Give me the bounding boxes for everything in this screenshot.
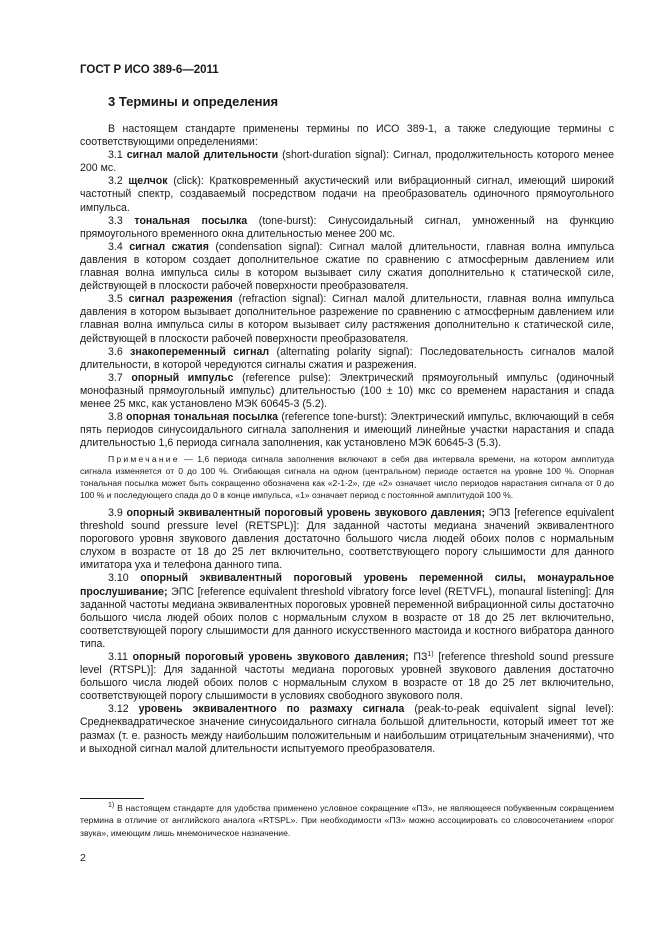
term-name: опорный эквивалентный пороговый уровень переменной силы, монауральное прослушивание; (80, 572, 614, 598)
term-3-9: 3.9 опорный эквивалентный пороговый уровень звукового давления; ЭПЗ [reference equivalent threshold sound pressure level (RETSPL)]: Для заданной частоты медиана значений эквивалентного порогового уровня звукового давления достаточно большого числа людей обоих полов с нормальным слухом в возрасте от 18 до 25 лет включительно, соответствующего порогу слышимости для данного имитатора уха и телефона данного типа. (80, 506, 615, 572)
term-3-10: 3.10 опорный эквивалентный пороговый уровень переменной силы, монауральное прослушивание; ЭПС [reference equivalent threshold vibratory force level (RETVFL), monaural listening]: Для заданной частоты медиана эквивалентных пороговых уровней переменной вибрационной силы достаточно большого числа людей обоих полов с нормальным слухом в возрасте от 18 до 25 лет включительно, соответствующей порогу слышимости для данного искусственного мастоида и костного вибратора данного типа. (80, 572, 614, 650)
term-name: опорный пороговый уровень звукового давления; (132, 651, 409, 663)
term-name: опорный импульс (131, 371, 234, 384)
term-name: опорный эквивалентный пороговый уровень звукового давления; (126, 506, 485, 519)
term-name: сигнал сжатия (129, 240, 209, 253)
term-3-4: 3.4 сигнал сжатия (condensation signal): Сигнал малой длительности, главная волна импульса давления в котором создает дополнительное сжатие по сравнению с атмосферным давлением или главная волна импульса силы в котором вызывает силу сжатия дополнительно к статической силе, действующей в плоскости рабочей поверхности преобразователя. (80, 240, 614, 293)
term-3-12: 3.12 уровень эквивалентного по размаху сигнала (peak-to-peak equivalent signal level): Среднеквадратическое значение синусоидального сигнала большой длительности, который имеет тот же размах (т. е. разность между наибольшим положительным и наибольшим отрицательным значениями), что и выходной сигнал малой длительности испытуемого преобразователя. (80, 703, 614, 755)
term-name: уровень эквивалентного по размаху сигнала (138, 703, 405, 716)
term-name: знакопеременный сигнал (130, 345, 270, 358)
term-3-2: 3.2 щелчок (click): Кратковременный акустический или вибрационный сигнал, имеющий широкий частотный спектр, создаваемый посредством подачи на преобразователь одиночного прямоугольного импульса. (80, 175, 614, 214)
term-3-5: 3.5 сигнал разрежения (refraction signal): Сигнал малой длительности, главная волна импульса давления в котором вызывает дополнительное разрежение по сравнению с атмосферным давлением или главная волна импульса силы в котором вызывает силу растяжения дополнительно к статической силе, действующей в плоскости рабочей поверхности преобразователя. (80, 293, 614, 345)
document-body (80, 123, 614, 756)
footnote-ref: 1) (427, 651, 434, 658)
term-name: сигнал разрежения (128, 293, 233, 306)
term-3-7: 3.7 опорный импульс (reference pulse): Электрический прямоугольный импульс (одиночный монофазный прямоугольный импульс) длительностью (100 ± 10) мкс со временем нарастания и спада менее 25 мкс, как установлено МЭК 60645-3 (5.2). (80, 371, 614, 410)
footnote-separator (80, 798, 144, 799)
term-name: сигнал малой длительности (126, 149, 279, 162)
section-title: 3 Термины и определения (108, 94, 279, 109)
term-3-3: 3.3 тональная посылка (tone-burst): Синусоидальный сигнал, умноженный на функцию прямоугольного временного окна длительностью менее 200 мс. (80, 214, 614, 240)
term-name: опорная тональная посылка (126, 411, 279, 424)
footnote-mark: 1) (108, 802, 115, 809)
term-3-8: 3.8 опорная тональная посылка (reference tone-burst): Электрический импульс, включающий в себя пять периодов синусоидального сигнала заполнения и имеющий линейные участки нарастания и спада длительностью 1,6 периода сигнала заполнения, как установлено МЭК 60645-3 (5.3). (80, 411, 614, 450)
page-number: 2 (80, 852, 86, 864)
term-3-11: 3.11 опорный пороговый уровень звукового давления; ПЗ$^{1)}$ [reference threshold sound pressure level (RTSPL)]: Для заданной частоты медиана пороговых уровней звукового давления достаточно большого числа людей обоих полов с нормальным слухом в возрасте от 18 до 25 лет включительно, соответствующей порогу слышимости в условиях свободного звукового поля. (80, 651, 614, 703)
term-name: тональная посылка (134, 214, 248, 227)
note-paragraph: Примечание — 1,6 периода сигнала заполнения включают в себя два интервала времени, на котором амплитуда сигнала изменяется от 0 до 100 %. Огибающая сигнала на одном (центральном) периоде остается на уровне 100 %. Опорная тональная посылка может быть сокращенно обозначена как «2-1-2», где «2» означает число периодов нарастания сигнала от 0 до 100 % и последующего спада до 0 в конце импульса, «1» означает период с постоянной амплитудой 100 %. (80, 454, 614, 501)
term-name: щелчок (128, 175, 168, 188)
term-3-6: 3.6 знакопеременный сигнал (alternating polarity signal): Последовательность сигналов малой длительности, в которой чередуются сигналы сжатия и разрежения. (80, 345, 614, 371)
standard-header: ГОСТ Р ИСО 389-6—2011 (80, 64, 219, 76)
intro-paragraph: В настоящем стандарте применены термины по ИСО 389-1, а также следующие термины с соответствующими определениями: (80, 123, 614, 149)
term-3-1: 3.1 сигнал малой длительности (short-duration signal): Сигнал, продолжительность которого менее 200 мс. (80, 149, 615, 175)
footnote: $^{1)}$ В настоящем стандарте для удобства применено условное сокращение «ПЗ», не являющееся побуквенным сокращением термина в отличие от английского аналога «RTSPL». При необходимости «ПЗ» можно ассоциировать со словосочетанием «порог звука», имеющим лишь мнемоническое назначение. (80, 802, 614, 838)
note-label: Примечание (108, 454, 180, 465)
